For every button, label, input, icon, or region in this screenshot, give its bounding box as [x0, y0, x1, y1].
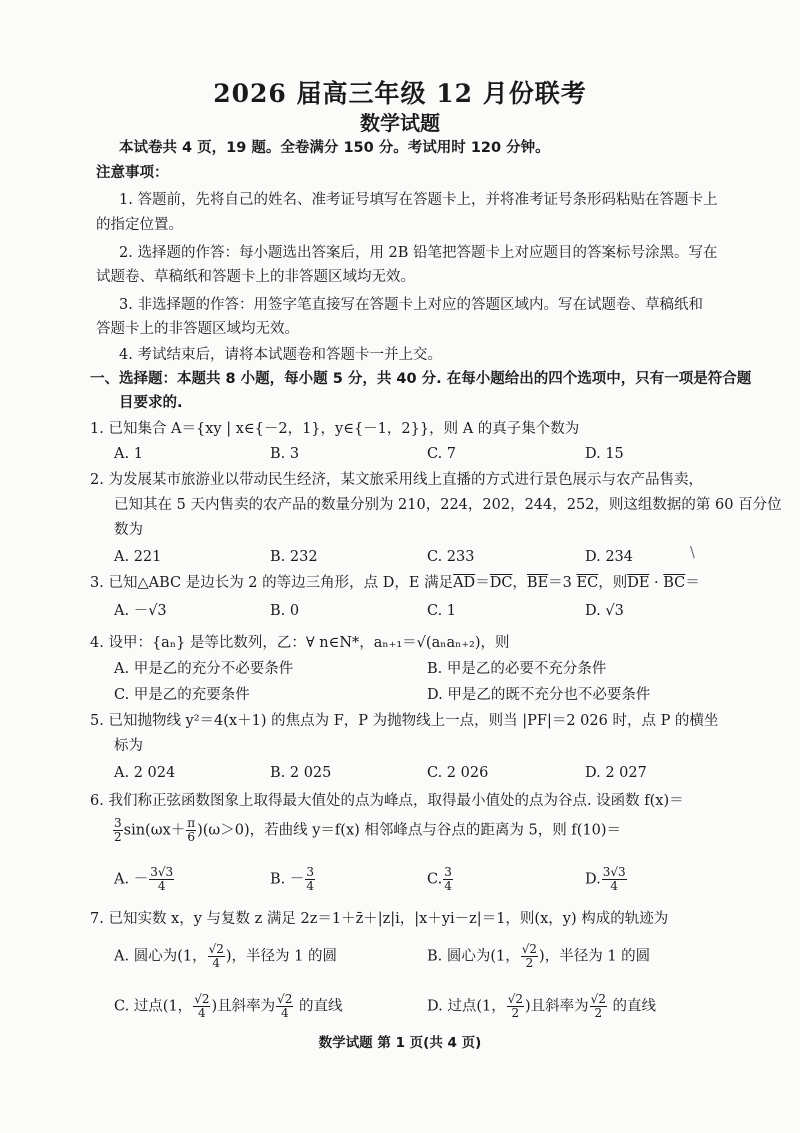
fraction — [208, 943, 225, 970]
fraction — [305, 866, 315, 893]
vector-bc: $\overline{BC}$ — [663, 575, 686, 591]
option-label: A. － — [114, 871, 149, 888]
numerator: π — [187, 816, 196, 830]
numerator: 3√3 — [602, 865, 626, 879]
notice-line: 1. 答题前，先将自己的姓名、准考证号填写在答题卡上，并将准考证号条形码粘贴在答题卡上 — [119, 192, 718, 208]
vector-ec: $\overline{EC}$ — [576, 575, 599, 591]
denominator: 4 — [157, 879, 166, 893]
option-label: B. － — [270, 871, 305, 888]
q6-option-b — [270, 866, 316, 893]
denominator: 2 — [114, 830, 122, 844]
q5-option-a: A. 2 024 — [114, 765, 176, 781]
question-7-stem: 7. 已知实数 x，y 与复数 z 满足 2z＝1＋z̄＋|z|i，|x＋yi－z|＝1，则(x，y) 构成的轨迹为 — [90, 911, 669, 927]
q7-option-c — [114, 993, 343, 1020]
section-heading-cont: 目要求的. — [119, 395, 183, 411]
q1-option-b: B. 3 — [270, 446, 300, 462]
fraction — [521, 943, 538, 970]
option-text: A. 圆心为(1， — [114, 948, 207, 965]
numerator: 3 — [444, 865, 452, 879]
stray-pen-mark: \ — [690, 545, 695, 561]
option-text: B. 圆心为(1， — [427, 948, 520, 965]
denominator: 2 — [525, 956, 534, 970]
notice-line: 答题卡上的非答题区域均无效。 — [96, 321, 299, 337]
notice-line: 3. 非选择题的作答：用签字笔直接写在答题卡上对应的答题区域内。写在试题卷、草稿纸和 — [119, 297, 703, 313]
exam-title: 2026 届高三年级 12 月份联考 — [213, 79, 587, 108]
option-text: )，半径为 1 的圆 — [539, 948, 651, 965]
fraction — [113, 817, 123, 844]
option-label: C. — [427, 871, 443, 888]
vector-dc: $\overline{DC}$ — [489, 575, 513, 591]
vector-de: $\overline{DE}$ — [627, 575, 650, 591]
q4-option-d: D. 甲是乙的既不充分也不必要条件 — [427, 687, 651, 703]
q7-option-a — [114, 943, 337, 970]
question-5-stem: 5. 已知抛物线 y²＝4(x＋1) 的焦点为 F，P 为抛物线上一点，则当 |PF|＝2 026 时，点 P 的横坐 — [90, 713, 719, 729]
vector-ad: $\overline{AD}$ — [453, 575, 476, 591]
fraction — [443, 866, 453, 893]
numerator: √2 — [507, 992, 523, 1006]
equals-three: ＝3 — [548, 575, 577, 591]
fraction — [276, 993, 293, 1020]
q2-option-c: C. 233 — [427, 549, 475, 565]
denominator: 4 — [280, 1006, 289, 1020]
q7-option-b — [427, 943, 650, 970]
dot-operator: · — [649, 575, 664, 591]
denominator: 4 — [212, 956, 221, 970]
question-5-stem-cont: 标为 — [114, 738, 143, 754]
numerator: √2 — [277, 992, 293, 1006]
question-6-stem: 6. 我们称正弦函数图象上取得最大值处的点为峰点，取得最小值处的点为谷点. 设函数 f(x)＝ — [90, 793, 684, 809]
q7-option-d — [427, 993, 656, 1020]
q4-option-b: B. 甲是乙的必要不充分条件 — [427, 661, 607, 677]
section-heading: 一、选择题：本题共 8 小题，每小题 5 分，共 40 分. 在每小题给出的四个选项中，只有一项是符合题 — [90, 371, 752, 387]
q4-option-a: A. 甲是乙的充分不必要条件 — [114, 661, 294, 677]
option-text: )且斜率为 — [211, 998, 276, 1015]
q3-option-d: D. √3 — [585, 603, 624, 619]
numerator: √2 — [590, 992, 606, 1006]
then-text: ，则 — [598, 575, 628, 591]
equals-sign: ＝ — [475, 575, 490, 591]
q6-option-c — [427, 866, 454, 893]
option-text: D. 过点(1， — [427, 998, 506, 1015]
denominator: 4 — [306, 879, 315, 893]
denominator: 4 — [610, 879, 618, 893]
q3-option-a: A. －√3 — [114, 603, 167, 619]
denominator: 2 — [594, 1006, 603, 1020]
numerator: 3 — [114, 816, 122, 830]
sin-text: sin(ωx＋ — [123, 822, 186, 839]
numerator: 3√3 — [150, 865, 174, 879]
numerator: √2 — [208, 942, 224, 956]
q1-option-a: A. 1 — [114, 446, 143, 462]
question-6-stem-cont — [112, 817, 621, 844]
comma: ， — [512, 575, 527, 591]
denominator: 6 — [187, 830, 195, 844]
vector-be: $\overline{BE}$ — [526, 575, 549, 591]
q2-option-b: B. 232 — [270, 549, 318, 565]
option-text: )，半径为 1 的圆 — [225, 948, 337, 965]
denominator: 4 — [444, 879, 452, 893]
fraction — [602, 866, 627, 893]
option-text: 的直线 — [607, 998, 657, 1015]
q5-option-c: C. 2 026 — [427, 765, 489, 781]
fraction — [193, 993, 210, 1020]
numerator: √2 — [194, 992, 210, 1006]
exam-subtitle: 数学试题 — [360, 111, 440, 135]
denominator: 4 — [198, 1006, 206, 1020]
fraction — [590, 993, 607, 1020]
exam-info: 本试卷共 4 页，19 题。全卷满分 150 分。考试用时 120 分钟。 — [119, 140, 550, 156]
fraction — [149, 866, 174, 893]
equals-sign: ＝ — [685, 575, 700, 591]
notice-line: 2. 选择题的作答：每小题选出答案后，用 2B 铅笔把答题卡上对应题目的答案标号涂黑。写在 — [119, 245, 718, 261]
q6-option-a — [114, 866, 175, 893]
question-2-stem: 2. 为发展某市旅游业以带动民生经济，某文旅采用线上直播的方式进行景色展示与农产品售卖， — [90, 472, 703, 488]
q3-stem-text: 3. 已知△ABC 是边长为 2 的等边三角形，点 D，E 满足 — [90, 575, 454, 591]
notice-line: 4. 考试结束后，请将本试题卷和答题卡一并上交。 — [119, 347, 442, 363]
option-text: 的直线 — [294, 998, 343, 1015]
numerator: 3 — [306, 865, 315, 879]
q2-option-a: A. 221 — [114, 549, 162, 565]
q5-option-d: D. 2 027 — [585, 765, 647, 781]
q6-rest-text: )(ω＞0)，若曲线 y＝f(x) 相邻峰点与谷点的距离为 5，则 f(10)＝ — [197, 822, 621, 839]
option-text: C. 过点(1， — [114, 998, 193, 1015]
q1-option-d: D. 15 — [585, 446, 624, 462]
question-4-stem: 4. 设甲：{aₙ} 是等比数列，乙：∀ n∈N*，aₙ₊₁＝√(aₙaₙ₊₂)，则 — [90, 635, 510, 651]
fraction — [507, 993, 524, 1020]
question-2-stem-cont: 数为 — [114, 522, 143, 538]
notice-line: 的指定位置。 — [96, 217, 183, 233]
notice-line: 试题卷、草稿纸和答题卡上的非答题区域均无效。 — [96, 269, 415, 285]
numerator: √2 — [521, 942, 538, 956]
question-1-stem: 1. 已知集合 A＝{xy | x∈{－2，1}，y∈{－1，2}}，则 A 的真子集个数为 — [90, 421, 580, 437]
notice-heading: 注意事项： — [96, 165, 169, 181]
q2-option-d: D. 234 — [585, 549, 634, 565]
q3-option-c: C. 1 — [427, 603, 457, 619]
page-footer: 数学试题 第 1 页(共 4 页) — [318, 1035, 482, 1051]
fraction — [186, 817, 196, 844]
q4-option-c: C. 甲是乙的充要条件 — [114, 687, 250, 703]
q6-option-d — [585, 866, 628, 893]
option-label: D. — [585, 871, 601, 888]
option-text: )且斜率为 — [525, 998, 589, 1015]
q5-option-b: B. 2 025 — [270, 765, 332, 781]
question-3-stem — [90, 574, 700, 592]
question-2-stem-cont: 已知其在 5 天内售卖的农产品的数量分别为 210，224，202，244，252，则这组数据的第 60 百分位 — [114, 497, 782, 513]
q3-option-b: B. 0 — [270, 603, 300, 619]
denominator: 2 — [511, 1006, 520, 1020]
q1-option-c: C. 7 — [427, 446, 457, 462]
